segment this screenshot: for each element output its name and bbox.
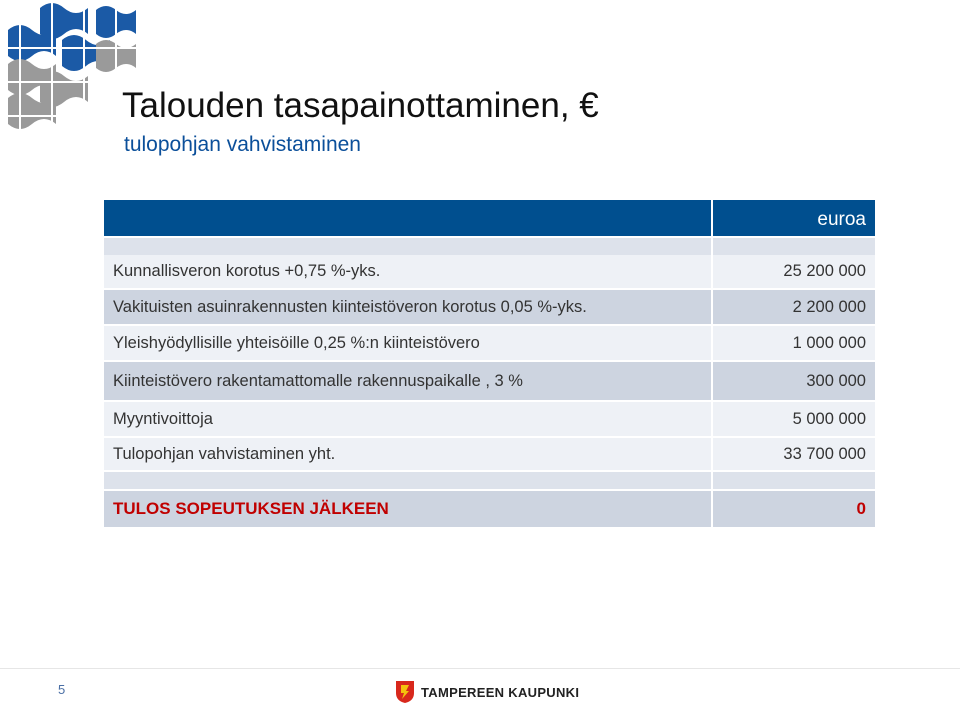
page-subtitle: tulopohjan vahvistaminen: [124, 133, 361, 156]
table-row: [104, 326, 875, 360]
row-label: Yleishyödyllisille yhteisöille 0,25 %:n kiinteistövero: [104, 326, 711, 360]
table-row: [104, 438, 875, 470]
row-value: 300 000: [713, 362, 875, 400]
row-label: Tulopohjan vahvistaminen yht.: [104, 438, 711, 470]
result-value: 0: [713, 491, 875, 527]
page-title: Talouden tasapainottaminen, €: [122, 86, 599, 125]
spacer-row: [104, 238, 875, 255]
row-value: 5 000 000: [713, 402, 875, 436]
row-label: Kunnallisveron korotus +0,75 %-yks.: [104, 255, 711, 288]
spacer-row: [104, 472, 875, 489]
row-label: Myyntivoittoja: [104, 402, 711, 436]
row-value: 33 700 000: [713, 438, 875, 470]
table-row: [104, 402, 875, 436]
brand-logo: [395, 680, 579, 704]
unit-header: euroa: [713, 200, 875, 236]
table-row: [104, 255, 875, 288]
table-row: [104, 290, 875, 324]
result-label: TULOS SOPEUTUKSEN JÄLKEEN: [104, 491, 711, 527]
table-row: [104, 362, 875, 400]
city-logo-mark: [0, 0, 150, 150]
page-number: 5: [58, 682, 66, 697]
result-row: [104, 491, 875, 527]
table-header-row: [104, 200, 875, 236]
tampere-crest-icon: [395, 680, 415, 704]
row-label: Kiinteistövero rakentamattomalle rakennuspaikalle , 3 %: [104, 362, 711, 400]
footer-divider: [0, 668, 960, 669]
row-value: 25 200 000: [713, 255, 875, 288]
row-value: 2 200 000: [713, 290, 875, 324]
brand-name: TAMPEREEN KAUPUNKI: [421, 684, 580, 700]
row-label: Vakituisten asuinrakennusten kiinteistöveron korotus 0,05 %-yks.: [104, 290, 711, 324]
budget-table: [104, 200, 875, 527]
header-label-cell: [104, 200, 711, 236]
row-value: 1 000 000: [713, 326, 875, 360]
